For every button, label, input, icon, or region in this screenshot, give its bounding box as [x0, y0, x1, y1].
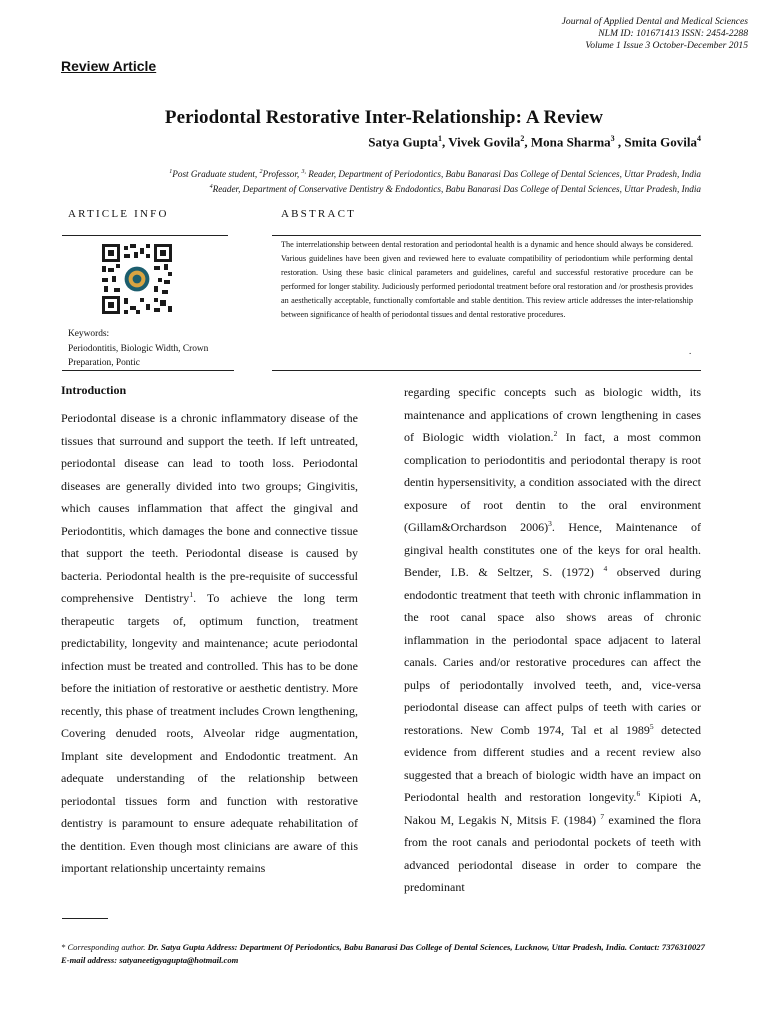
abstract-heading: ABSTRACT — [281, 208, 357, 220]
article-info-rule-top — [62, 235, 228, 236]
abstract-rule-top — [272, 235, 701, 236]
author-affil-sup: 1 — [437, 134, 442, 143]
journal-header — [408, 16, 748, 53]
keywords-line: Periodontitis, Biologic Width, Crown — [68, 343, 209, 354]
affiliation-line-2 — [210, 180, 701, 197]
body-text: regarding specific concepts such as biologic width, its maintenance and applications of crown lengthening in cases of Biologic width violation. — [404, 385, 701, 444]
keywords-line: Preparation, Pontic — [68, 358, 140, 368]
body-column-right — [404, 381, 701, 899]
citation-sup: 4 — [603, 564, 608, 573]
author-affil-sup: 2 — [520, 134, 525, 143]
affil-text: Reader, Department of Conservative Dentistry & Endodontics, Babu Banarasi Das College of Dental Sciences, Uttar Pradesh, India — [212, 184, 701, 195]
abstract-text: The interrelationship between dental restoration and periodontal health is a dynamic and hence should always be considered. Various guidelines have been given and reviewed here to evaluate compatibility of periodontium while performing dental restoration. Using these basic clinical parameters and guidelines, careful and successful restorative procedure can be performed for longer stability. Judiciously performed periodontal treatment before oral restoration and /or prosthesis provides an aesthetically acceptable, functionally comfortable and stable dentition. This review article addresses the inter-relationship between significance of health of periodontal tissues and dental restorative procedures. — [281, 240, 693, 320]
author-name: Vivek Govila — [448, 134, 521, 150]
qr-code-image — [102, 244, 172, 314]
body-text: . Hence, Maintenance of gingival health constitutes one of the keys for oral health. Bender, I.B. & Seltzer, S. (1972) — [404, 520, 701, 579]
abstract-trailing-dot: . — [689, 346, 692, 356]
author-affil-sup: 4 — [697, 134, 701, 143]
corresponding-author-footnote — [61, 941, 711, 967]
keywords-label: Keywords: — [68, 329, 110, 339]
article-info-heading: ARTICLE INFO — [68, 208, 169, 220]
body-paragraph — [61, 407, 358, 880]
body-column-left — [61, 407, 358, 880]
footnote-details: Dr. Satya Gupta Address: Department Of Periodontics, Babu Banarasi Das College of Dental Sciences, Lucknow, Uttar Pradesh, India. Contact: 7376310027 E-mail address: satyaneetigyagupta@hotmail.com — [61, 942, 705, 965]
abstract-rule-bottom — [272, 370, 701, 371]
author-name: Satya Gupta — [368, 134, 438, 150]
citation-sup: 2 — [553, 429, 558, 438]
body-paragraph — [404, 381, 701, 899]
affil-sup: 4 — [209, 184, 213, 190]
body-text: examined the flora from the root canals and periodontal pockets of teeth with advanced periodontal disease in order to compare the predominant — [404, 812, 701, 894]
body-text: Kipioti A, Nakou M, Legakis N, Mitsis F. (1984) — [404, 790, 701, 827]
author-separator: , — [614, 134, 625, 150]
paper-title: Periodontal Restorative Inter-Relationship: A Review — [164, 107, 604, 128]
citation-sup: 1 — [189, 590, 194, 599]
keywords-block — [68, 327, 238, 371]
author-list — [368, 134, 701, 150]
journal-ids: NLM ID: 101671413 ISSN: 2454-2288 — [598, 28, 748, 40]
affil-text: Reader, Department of Periodontics, Babu Banarasi Das College of Dental Sciences, Uttar Pradesh, India — [305, 169, 701, 180]
author-name: Mona Sharma — [530, 134, 611, 150]
body-text: detected evidence from different studies and a recent review also suggested that a breach of biologic width have an impact on Periodontal health and restoration longevity. — [404, 722, 701, 804]
citation-sup: 3 — [548, 519, 552, 528]
affil-text: Post Graduate student, — [172, 169, 260, 180]
affil-sup: 2 — [259, 169, 263, 175]
journal-volume: Volume 1 Issue 3 October-December 2015 — [585, 40, 748, 52]
author-separator: , — [441, 134, 449, 150]
author-name: Smita Govila — [624, 134, 697, 150]
journal-name: Journal of Applied Dental and Medical Sciences — [561, 16, 748, 27]
citation-sup: 6 — [636, 789, 641, 798]
affil-sup: 1 — [169, 169, 173, 175]
affil-sup: 3, — [301, 169, 306, 175]
article-type-label: Review Article — [61, 58, 157, 74]
body-text: Periodontal disease is a chronic inflammatory disease of the tissues that surround and support the teeth. If left untreated, periodontal disease can lead to tooth loss. Periodontal diseases are generally divided into two groups; Gingivitis, which causes inflammation that affect the gingival and Periodontitis, which damages the bone and connective tissue that support the teeth. Periodontal disease is caused by bacteria. Periodontal health is the pre-requisite of successful comprehensive Dentistry — [61, 411, 358, 605]
footnote-label: * Corresponding author. — [61, 942, 146, 952]
author-separator: , — [524, 134, 531, 150]
citation-sup: 5 — [649, 721, 654, 731]
citation-sup: 7 — [600, 811, 605, 821]
affil-text: Professor, — [262, 169, 302, 180]
body-text: observed during endodontic treatment that teeth with chronic inflammation in the root canal space also shows areas of chronic inflammation in the periodontal space adjacent to lateral canals. Caries and/or restorative procedures can affect the pulps of periodontally involved teeth, and, vice-versa periodontal disease can affect pulps of teeth with caries or restorations. New Comb 1974, Tal et al 1989 — [404, 565, 701, 737]
footnote-rule — [62, 918, 108, 919]
introduction-heading: Introduction — [61, 383, 127, 397]
author-affil-sup: 3 — [610, 134, 615, 143]
body-text: In fact, a most common complication to periodontitis and periodontal therapy is root dentin hypersensitivity, a condition associated with the direct exposure of root dentin to the oral environment (Gillam&Orchardson 2006) — [404, 430, 701, 534]
body-text: . To achieve the long term therapeutic targets of, optimum function, treatment predictability, longevity and maintenance; acute periodontal infection must be treated and controlled. This has to be done before the initiation of restorative or aesthetic dentistry. More recently, this phase of treatment includes Crown lengthening, Covering denuded roots, Alveolar ridge augmentation, Implant site development and Endodontic treatment. An adequate understanding of the relationship between periodontal tissues form and function with restorative dentistry is paramount to ensure adequate rehabilitation of the dentition. Even though most clinicians are aware of this important relationship uncertainty remains — [61, 591, 358, 875]
